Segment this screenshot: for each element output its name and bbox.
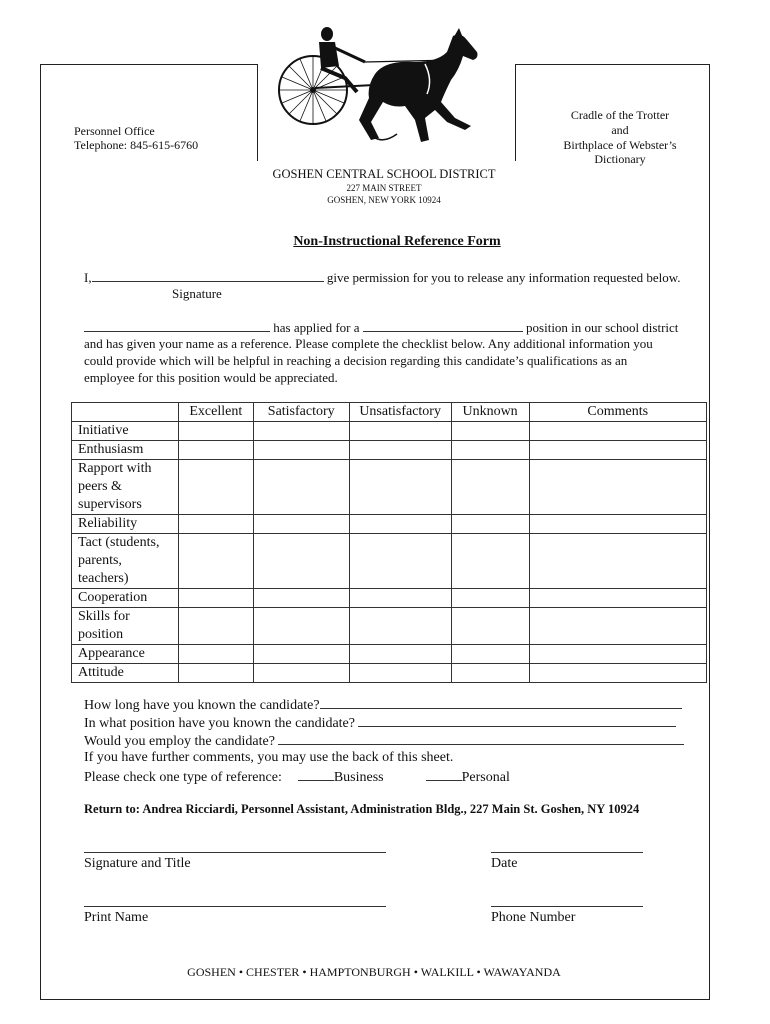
row-label: Attitude	[72, 664, 179, 683]
telephone: Telephone: 845-615-6760	[74, 138, 199, 152]
question-employ	[84, 731, 704, 751]
personal-check-blank[interactable]	[426, 767, 462, 781]
rating-cell[interactable]	[178, 515, 253, 534]
position-answer-blank[interactable]	[358, 713, 676, 727]
personnel-office: Personnel Office	[74, 124, 155, 138]
district-street: 227 MAIN STREET	[346, 183, 422, 193]
rating-cell[interactable]	[253, 664, 349, 683]
position-blank[interactable]	[363, 319, 523, 332]
table-row	[72, 645, 707, 664]
row-label: Rapport with peers & supervisors	[72, 460, 179, 515]
return-to: Return to: Andrea Ricciardi, Personnel Assistant, Administration Bldg., 227 Main St. Goshen, NY 10924	[84, 802, 640, 816]
rating-cell[interactable]	[451, 515, 529, 534]
column-header-unsatisfactory: Unsatisfactory	[349, 403, 451, 422]
comments-cell[interactable]	[529, 534, 706, 589]
tagline-line4: Dictionary	[594, 152, 646, 166]
column-header-unknown: Unknown	[451, 403, 529, 422]
rating-cell[interactable]	[451, 534, 529, 589]
row-label: Skills for position	[72, 608, 179, 645]
rating-cell[interactable]	[349, 534, 451, 589]
personal-option: Personal	[461, 770, 510, 785]
rating-cell[interactable]	[451, 441, 529, 460]
rating-cell[interactable]	[178, 534, 253, 589]
business-check-blank[interactable]	[298, 767, 334, 781]
rating-cell[interactable]	[451, 589, 529, 608]
table-row	[72, 515, 707, 534]
row-label: Tact (students, parents, teachers)	[72, 534, 179, 589]
rating-cell[interactable]	[451, 460, 529, 515]
row-label: Appearance	[72, 645, 179, 664]
rating-cell[interactable]	[178, 589, 253, 608]
column-header-comments: Comments	[529, 403, 706, 422]
permission-text: give permission for you to release any information requested below.	[323, 270, 681, 285]
question-position	[84, 713, 704, 733]
comments-cell[interactable]	[529, 589, 706, 608]
permission-line	[84, 269, 714, 287]
print-name-line[interactable]	[84, 906, 386, 907]
row-label: Cooperation	[72, 589, 179, 608]
rating-cell[interactable]	[349, 441, 451, 460]
signature-title-label: Signature and Title	[84, 856, 191, 871]
intro-applied: has applied for a	[270, 320, 363, 335]
rating-cell[interactable]	[253, 441, 349, 460]
table-row	[72, 608, 707, 645]
rating-cell[interactable]	[253, 534, 349, 589]
table-row	[72, 664, 707, 683]
column-header-satisfactory: Satisfactory	[253, 403, 349, 422]
rating-cell[interactable]	[349, 664, 451, 683]
rating-cell[interactable]	[178, 664, 253, 683]
rating-cell[interactable]	[253, 589, 349, 608]
rating-cell[interactable]	[253, 608, 349, 645]
permission-prefix: I,	[84, 270, 92, 285]
rating-cell[interactable]	[253, 645, 349, 664]
footer-towns: GOSHEN • CHESTER • HAMPTONBURGH • WALKILL • WAWAYANDA	[187, 965, 561, 979]
intro-position: position in our school district	[522, 320, 679, 335]
signature-caption: Signature	[172, 286, 222, 301]
page-title: Non-Instructional Reference Form	[293, 234, 501, 249]
rating-cell[interactable]	[451, 664, 529, 683]
table-row	[72, 589, 707, 608]
column-header	[72, 403, 179, 422]
comments-cell[interactable]	[529, 645, 706, 664]
question-how-long-text: How long have you known the candidate?	[84, 698, 320, 713]
reference-checklist-table	[71, 402, 707, 683]
comments-cell[interactable]	[529, 608, 706, 645]
reference-type-label: Please check one type of reference:	[84, 770, 282, 785]
rating-cell[interactable]	[178, 460, 253, 515]
phone-number-label: Phone Number	[491, 910, 576, 925]
rating-cell[interactable]	[178, 645, 253, 664]
row-label: Enthusiasm	[72, 441, 179, 460]
rating-cell[interactable]	[253, 515, 349, 534]
rating-cell[interactable]	[178, 608, 253, 645]
comments-cell[interactable]	[529, 664, 706, 683]
rating-cell[interactable]	[178, 441, 253, 460]
district-name: GOSHEN CENTRAL SCHOOL DISTRICT	[272, 167, 496, 181]
how-long-answer-blank[interactable]	[320, 695, 682, 709]
intro-line4: employee for this position would be appreciated.	[84, 370, 338, 385]
rating-cell[interactable]	[349, 645, 451, 664]
business-option: Business	[333, 770, 384, 785]
row-label: Reliability	[72, 515, 179, 534]
comments-cell[interactable]	[529, 460, 706, 515]
table-row	[72, 441, 707, 460]
rating-cell[interactable]	[253, 422, 349, 441]
table-row	[72, 422, 707, 441]
print-name-label: Print Name	[84, 910, 149, 925]
comments-cell[interactable]	[529, 441, 706, 460]
further-comments-note: If you have further comments, you may use the back of this sheet.	[84, 750, 454, 765]
signature-blank[interactable]	[92, 269, 324, 282]
rating-cell[interactable]	[451, 608, 529, 645]
intro-line1	[84, 319, 714, 337]
date-line[interactable]	[491, 852, 643, 853]
reference-type-line	[84, 767, 704, 787]
tagline-line2: and	[611, 123, 629, 137]
intro-line3: could provide which will be helpful in reaching a decision regarding this candidate’s qualifications as an	[84, 353, 628, 368]
rating-cell[interactable]	[253, 460, 349, 515]
tagline-line3: Birthplace of Webster’s	[563, 138, 677, 152]
phone-number-line[interactable]	[491, 906, 643, 907]
rating-cell[interactable]	[349, 589, 451, 608]
rating-cell[interactable]	[349, 460, 451, 515]
question-position-text: In what position have you known the candidate?	[84, 716, 359, 731]
table-header-row	[72, 403, 707, 422]
rating-cell[interactable]	[349, 515, 451, 534]
signature-title-line[interactable]	[84, 852, 386, 853]
rating-cell[interactable]	[451, 422, 529, 441]
rating-cell[interactable]	[349, 422, 451, 441]
rating-cell[interactable]	[349, 608, 451, 645]
tagline-line1: Cradle of the Trotter	[570, 108, 670, 122]
column-header-excellent: Excellent	[178, 403, 253, 422]
table-row	[72, 534, 707, 589]
question-how-long	[84, 695, 704, 715]
employ-answer-blank[interactable]	[278, 731, 684, 745]
horse-and-sulky-icon	[275, 22, 497, 156]
intro-line2: and has given your name as a reference. Please complete the checklist below. Any additional information you	[84, 336, 653, 351]
row-label: Initiative	[72, 422, 179, 441]
comments-cell[interactable]	[529, 515, 706, 534]
candidate-name-blank[interactable]	[84, 319, 270, 332]
table-row	[72, 460, 707, 515]
comments-cell[interactable]	[529, 422, 706, 441]
rating-cell[interactable]	[451, 645, 529, 664]
rating-cell[interactable]	[178, 422, 253, 441]
question-employ-text: Would you employ the candidate?	[84, 734, 279, 749]
date-label: Date	[491, 856, 518, 871]
district-city: GOSHEN, NEW YORK 10924	[327, 195, 441, 205]
